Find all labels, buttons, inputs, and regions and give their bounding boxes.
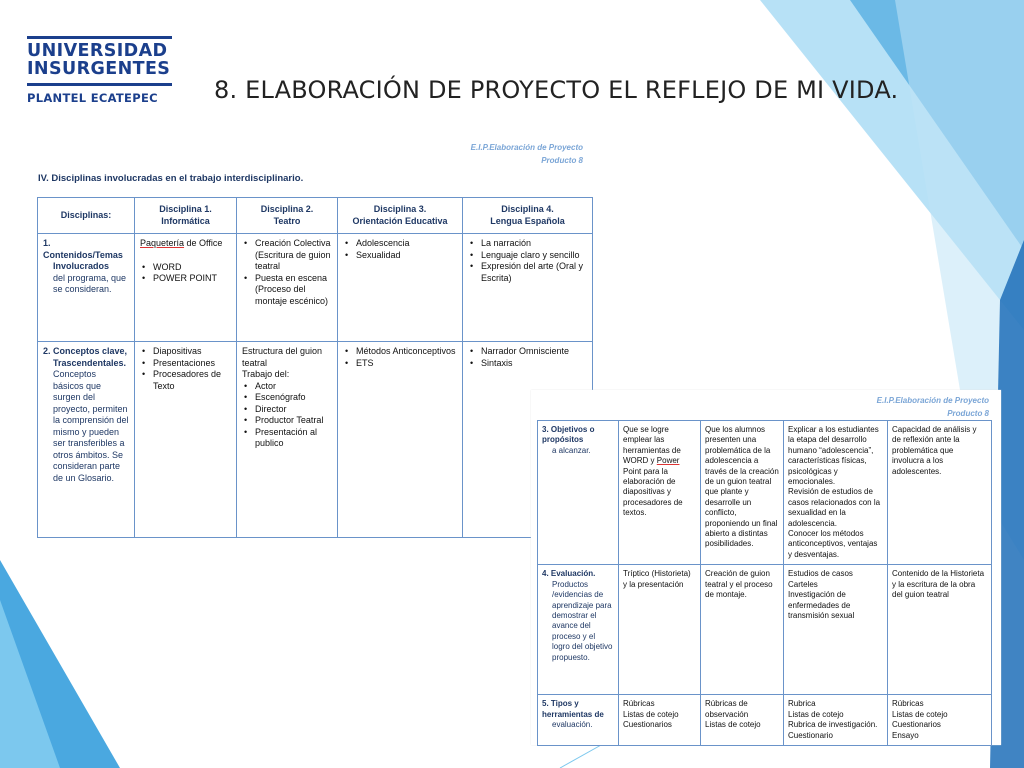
list-item: • Presentaciones <box>140 358 231 370</box>
row2-label <box>38 342 135 538</box>
r5-c4-d: Ensayo <box>892 730 919 740</box>
row1-c2-list <box>242 238 332 307</box>
row1-teatro <box>237 234 338 342</box>
list-item: • POWER POINT <box>140 273 231 285</box>
row1-c1-list <box>140 262 231 285</box>
row1-c1-b: de Office <box>184 238 223 248</box>
r5-c4 <box>888 695 992 746</box>
r3-c3-a: Explicar a los estudiantes la etapa del desarrollo humano “adolescencia”, características físicas, psicológicas y emocionales. <box>788 425 879 487</box>
r3-c1-c: Point para la elaboración de diapositivas y procesadores de textos. <box>623 466 683 518</box>
col-header-disciplina-3 <box>338 198 463 234</box>
row2-orientacion <box>338 342 463 538</box>
r5-label-a: 5. Tipos y herramientas de <box>542 699 604 719</box>
r5-c3-c: Rubrica de investigación. <box>788 720 878 730</box>
logo-campus: PLANTEL ECATEPEC <box>27 91 158 105</box>
logo-bottom-bar <box>27 83 172 86</box>
r4-c3-b: Carteles <box>788 579 818 589</box>
university-logo <box>27 36 172 105</box>
r5-c1 <box>619 695 701 746</box>
r3-c1-a: Que se logre emplear las herramientas de WORD y <box>623 425 681 466</box>
row1-label <box>38 234 135 342</box>
r3-c1-b: Power <box>656 456 680 466</box>
table-row <box>38 342 593 538</box>
r3-label <box>538 421 619 565</box>
list-item: • Narrador Omnisciente <box>468 346 587 358</box>
r5-c3-b: Listas de cotejo <box>788 709 844 719</box>
r5-c3-d: Cuestionario <box>788 730 833 740</box>
col-header-label: Disciplinas: <box>60 209 112 220</box>
col-header-label: Disciplina 2. <box>260 204 314 214</box>
col-header-sub: Teatro <box>273 215 301 226</box>
r5-c1-b: Listas de cotejo <box>623 709 679 719</box>
row2-c1-list <box>140 346 231 392</box>
disciplines-table <box>37 197 593 538</box>
r3-c4: Capacidad de análisis y de reflexión ante la problemática que involucra a los adolescentes. <box>888 421 992 565</box>
row1-label-a: 1. <box>43 238 51 248</box>
r3-c3-b: Revisión de estudios de casos relacionados con la sexualidad en la adolescencia. <box>788 487 881 528</box>
row1-c3-list <box>343 238 457 261</box>
row2-c2-list <box>242 381 332 450</box>
row2-informatica <box>135 342 237 538</box>
row2-c3-list <box>343 346 457 369</box>
list-item: • WORD <box>140 262 231 274</box>
r3-label-b: a alcanzar. <box>552 445 591 455</box>
col-header-disciplina-2 <box>237 198 338 234</box>
row2-c2-b: Trabajo del: <box>242 369 290 379</box>
r4-c1: Tríptico (Historieta) y la presentación <box>619 565 701 695</box>
col-header-disciplina-4 <box>463 198 593 234</box>
table-row <box>538 421 992 565</box>
row2-label-a: 2. Conceptos clave, <box>43 346 128 356</box>
r4-c2: Creación de guion teatral y el proceso de montaje. <box>701 565 784 695</box>
list-item: • Escenógrafo <box>242 392 332 404</box>
row1-lengua <box>463 234 593 342</box>
list-item: • Creación Colectiva (Escritura de guion teatral <box>242 238 332 273</box>
row1-label-c: Involucrados <box>53 261 110 271</box>
r4-c3-a: Estudios de casos <box>788 569 853 579</box>
r5-label-b: evaluación. <box>552 720 593 730</box>
r5-c2 <box>701 695 784 746</box>
doc1-header-line1: E.I.P.Elaboración de Proyecto <box>470 143 583 152</box>
objectives-table <box>537 420 992 746</box>
row1-c1-text <box>140 238 231 250</box>
table-row <box>38 234 593 342</box>
r3-c1 <box>619 421 701 565</box>
doc1-header-line2: Producto 8 <box>541 156 583 165</box>
list-item: • Adolescencia <box>343 238 457 250</box>
r5-c4-a: Rúbricas <box>892 699 924 709</box>
list-item: • Puesta en escena (Proceso del montaje escénico) <box>242 273 332 308</box>
r4-c4: Contenido de la Historieta y la escritura de la obra del guion teatral <box>888 565 992 695</box>
list-item: • ETS <box>343 358 457 370</box>
r4-label-b: Productos /evidencias de aprendizaje para demostrar el avance del proceso y el logro del objetivo propuesto. <box>552 579 613 662</box>
row1-label-b: Contenidos/Temas <box>43 249 123 260</box>
r5-c2-a: Rúbricas de observación <box>705 699 749 719</box>
row1-label-d: del programa, que se consideran. <box>53 272 127 294</box>
list-item: • Expresión del arte (Oral y Escrita) <box>468 261 587 284</box>
logo-line2: INSURGENTES <box>27 59 171 79</box>
slide-title: 8. ELABORACIÓN DE PROYECTO EL REFLEJO DE MI VIDA. <box>214 76 899 104</box>
col-header-sub: Informática <box>161 215 210 226</box>
doc2-header-line1: E.I.P.Elaboración de Proyecto <box>876 396 989 405</box>
list-item: • Presentación al publico <box>242 427 332 450</box>
row1-c4-list <box>468 238 587 284</box>
table-row <box>538 565 992 695</box>
col-header-disciplinas <box>38 198 135 234</box>
list-item: • Actor <box>242 381 332 393</box>
row1-c1-a: Paquetería <box>140 238 185 248</box>
list-item: • Productor Teatral <box>242 415 332 427</box>
r5-c1-a: Rúbricas <box>623 699 655 709</box>
r3-c2: Que los alumnos presenten una problemática de la adolescencia a través de la creación de un guion teatral que plante y desarrolle un conflicto, proponiendo un final abierto a distintas posibilidades. <box>701 421 784 565</box>
doc1-section-title: IV. Disciplinas involucradas en el trabajo interdisciplinario. <box>38 173 304 184</box>
r5-c4-b: Listas de cotejo <box>892 709 948 719</box>
r3-c3 <box>784 421 888 565</box>
row2-c4-list <box>468 346 587 369</box>
list-item: • Procesadores de Texto <box>140 369 231 392</box>
logo-top-bar <box>27 36 172 39</box>
row2-c2-a: Estructura del guion teatral <box>242 346 323 368</box>
logo-line1: UNIVERSIDAD <box>27 41 168 61</box>
table-row <box>538 695 992 746</box>
col-header-sub: Orientación Educativa <box>352 215 448 226</box>
list-item: • Lenguaje claro y sencillo <box>468 250 587 262</box>
col-header-label: Disciplina 3. <box>373 204 427 214</box>
row1-informatica <box>135 234 237 342</box>
r3-c3-c: Conocer los métodos anticonceptivos, ventajas y desventajas. <box>788 529 878 559</box>
table-header-row <box>38 198 593 234</box>
r4-label-a: 4. Evaluación. <box>542 569 596 579</box>
col-header-disciplina-1 <box>135 198 237 234</box>
col-header-sub: Lengua Española <box>490 215 565 226</box>
r4-c3-c: Investigación de enfermedades de transmisión sexual <box>788 590 855 620</box>
list-item: • Métodos Anticonceptivos <box>343 346 457 358</box>
r5-c4-c: Cuestionarios <box>892 720 941 730</box>
col-header-label: Disciplina 1. <box>159 204 212 214</box>
row2-label-b: Trascendentales. <box>53 357 127 368</box>
row1-orientacion <box>338 234 463 342</box>
r4-c3 <box>784 565 888 695</box>
r5-c2-b: Listas de cotejo <box>705 720 761 730</box>
row2-label-c: Conceptos básicos que surgen del proyecto, permiten la comprensión del mismo y pueden ser transferibles a otros ámbitos. Se consideran parte de un Glosario. <box>53 369 129 483</box>
r3-label-a: 3. Objetivos o propósitos <box>542 425 595 445</box>
col-header-label: Disciplina 4. <box>501 204 554 214</box>
list-item: • Sintaxis <box>468 358 587 370</box>
r5-label <box>538 695 619 746</box>
doc1-header <box>471 141 583 167</box>
document-page-1 <box>30 137 595 547</box>
row2-teatro <box>237 342 338 538</box>
r4-label <box>538 565 619 695</box>
list-item: • Diapositivas <box>140 346 231 358</box>
doc2-header-line2: Producto 8 <box>947 409 989 418</box>
r5-c3 <box>784 695 888 746</box>
document-page-2 <box>531 390 1001 745</box>
r5-c1-c: Cuestionarios <box>623 720 672 730</box>
list-item: • La narración <box>468 238 587 250</box>
list-item: • Sexualidad <box>343 250 457 262</box>
doc2-header <box>877 394 989 420</box>
r5-c3-a: Rubrica <box>788 699 816 709</box>
list-item: • Director <box>242 404 332 416</box>
